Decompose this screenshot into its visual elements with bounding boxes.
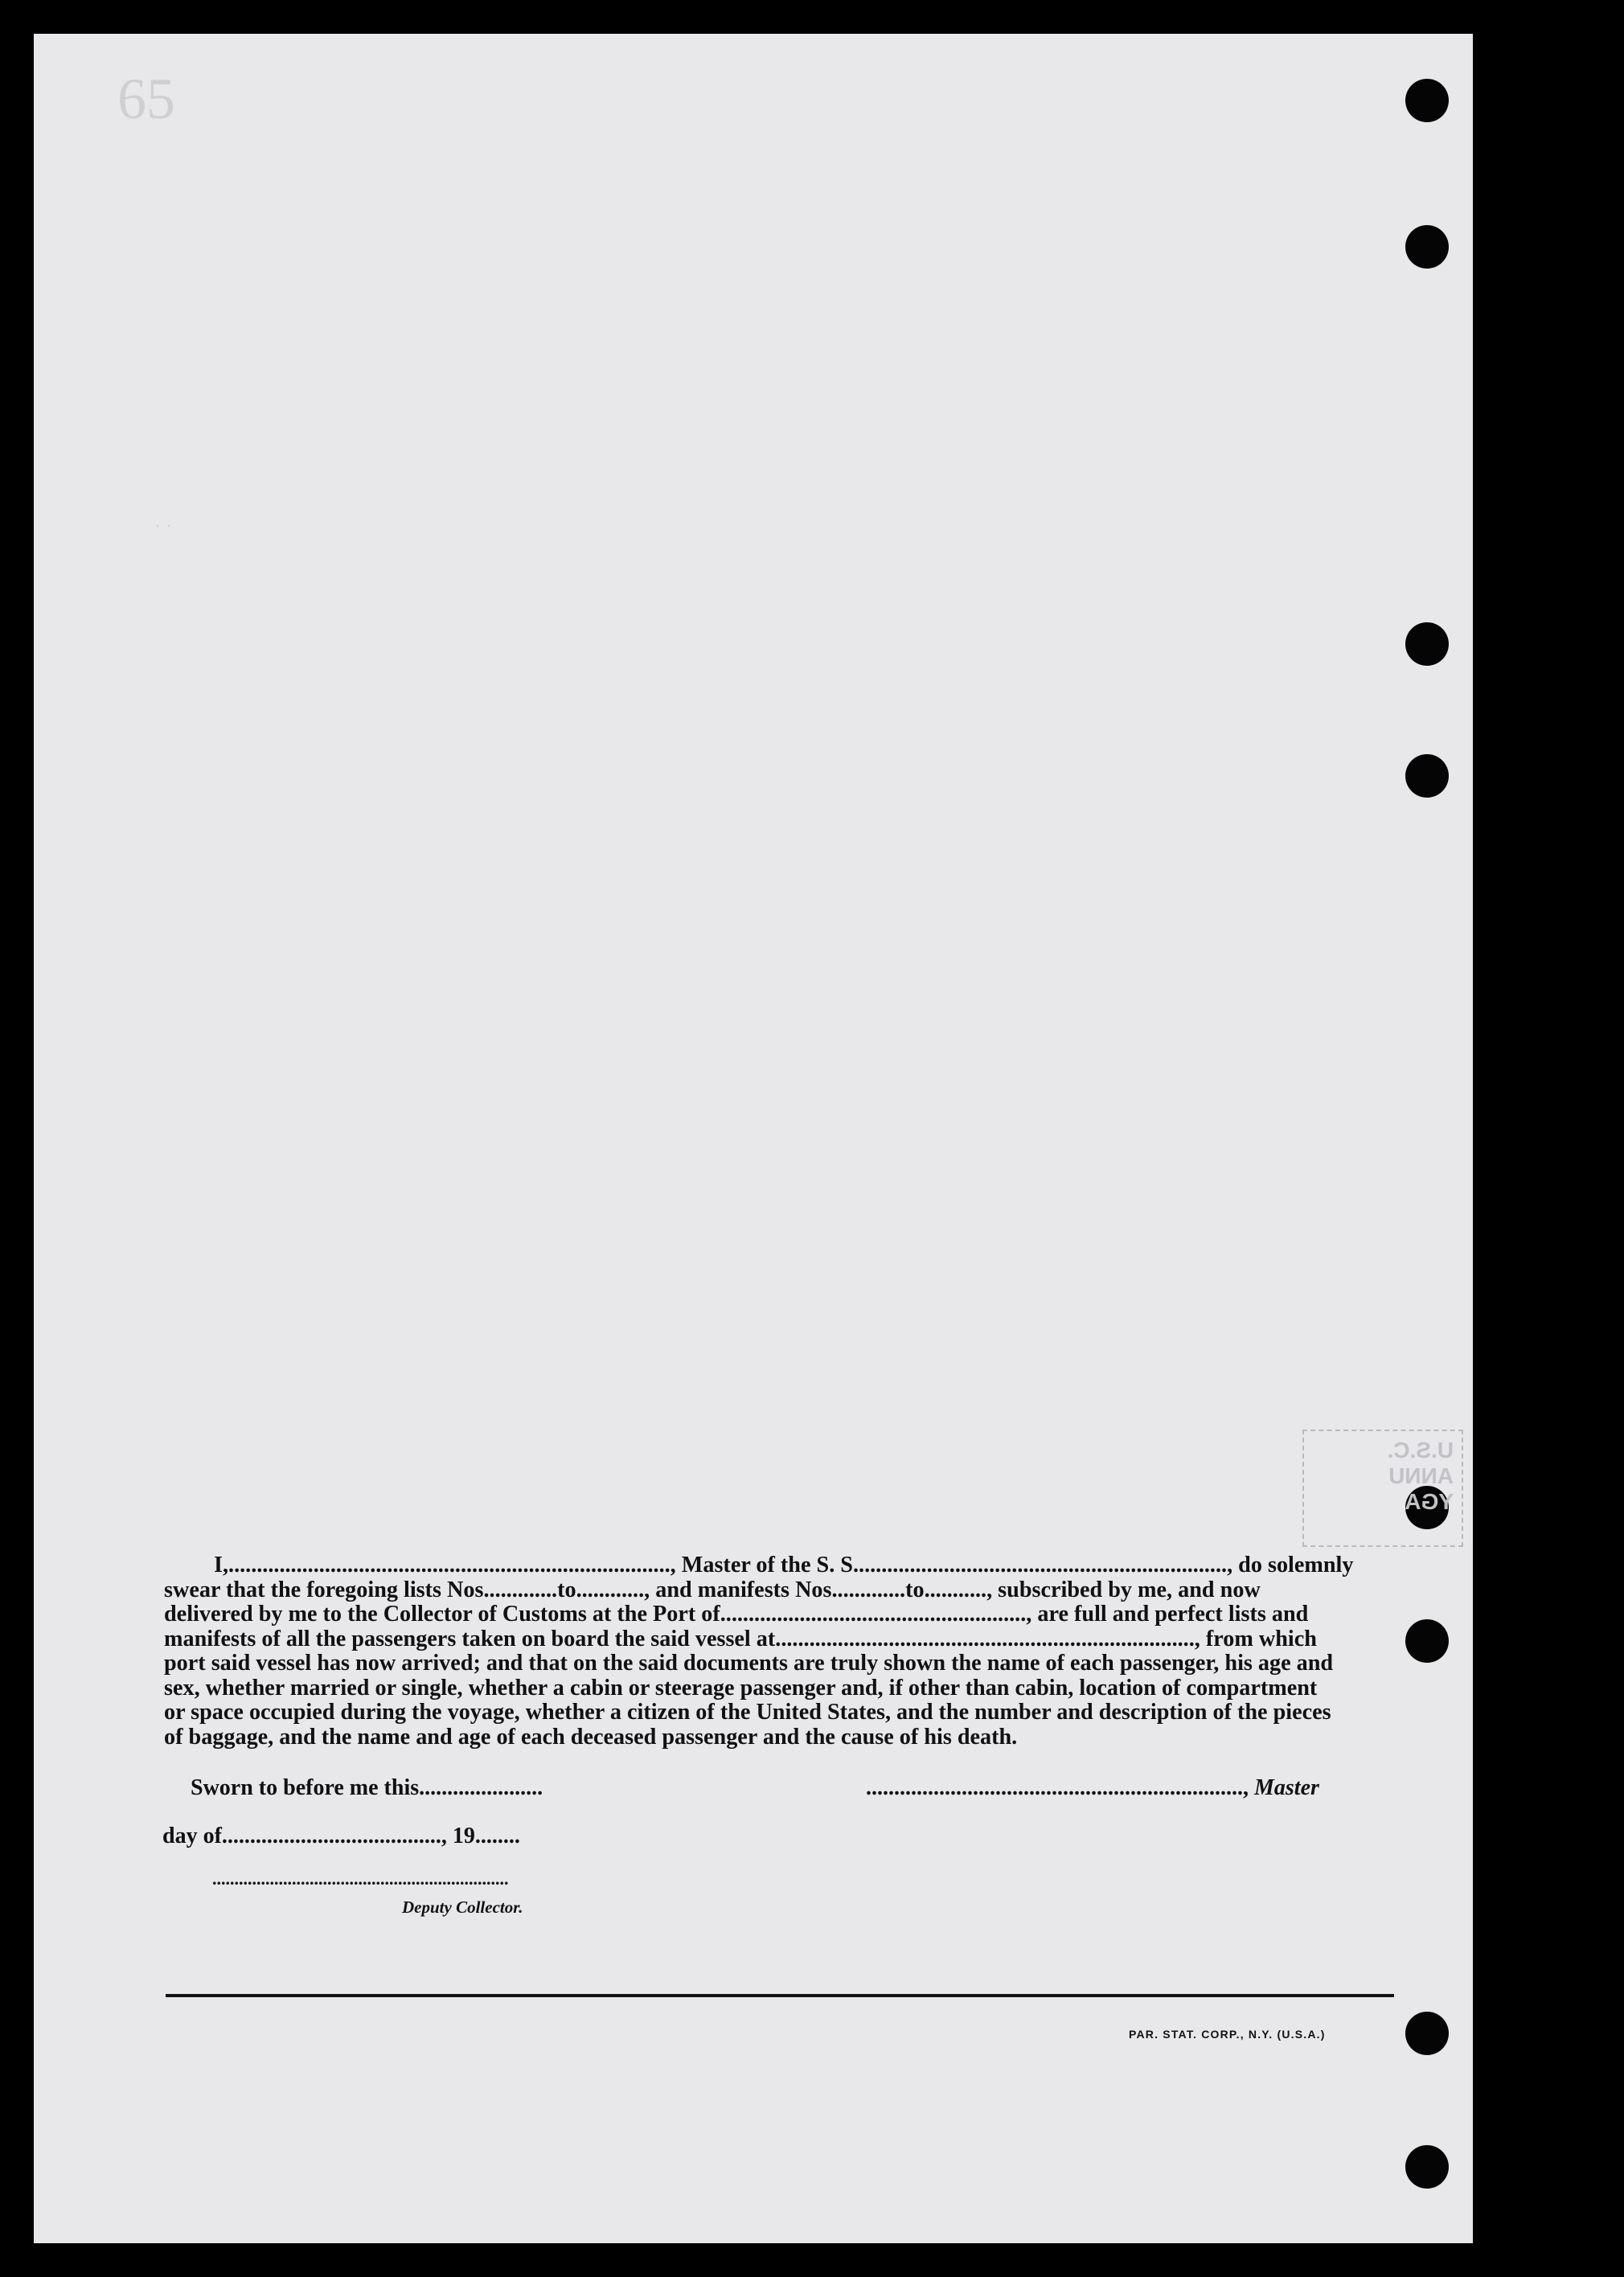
punch-hole bbox=[1405, 2012, 1449, 2055]
oath-line: I,.............................................................................., Master of the S. S.................................................................., do solemnly bbox=[214, 1553, 1354, 1577]
oath-line: swear that the foregoing lists Nos.............to............, and manifests Nos.............to..........., subscribed by me, and now bbox=[164, 1577, 1261, 1602]
master-signature-dots: ..................................................................., bbox=[866, 1775, 1249, 1800]
bleed-through-number: 65 bbox=[117, 67, 175, 131]
stamp-line: ANNU bbox=[1388, 1463, 1454, 1488]
day-of-line: day of......................................., 19........ bbox=[162, 1824, 520, 1848]
master-signature-line bbox=[866, 1775, 1319, 1801]
printer-imprint: PAR. STAT. CORP., N.Y. (U.S.A.) bbox=[1129, 2028, 1326, 2041]
punch-hole bbox=[1405, 1619, 1449, 1663]
faint-customs-stamp bbox=[1302, 1430, 1463, 1547]
stamp-line: YGA bbox=[1405, 1489, 1454, 1514]
punch-hole bbox=[1405, 79, 1449, 122]
bleed-through-mark bbox=[117, 66, 175, 133]
oath-line: or space occupied during the voyage, whether a citizen of the United States, and the number and description of the pieces bbox=[164, 1700, 1331, 1725]
deputy-signature-dots: ................................................................... bbox=[212, 1869, 509, 1889]
punch-hole bbox=[1405, 2145, 1449, 2189]
oath-line: manifests of all the passengers taken on board the said vessel at.........................................................................., from which bbox=[164, 1626, 1317, 1651]
oath-line: delivered by me to the Collector of Customs at the Port of......................................................, are full and perfect lists and bbox=[164, 1602, 1309, 1627]
stamp-line: U.S.C. bbox=[1387, 1438, 1454, 1463]
manifest-page bbox=[34, 34, 1473, 2243]
sworn-before-line: Sworn to before me this...................... bbox=[191, 1775, 543, 1800]
master-oath-paragraph bbox=[164, 1553, 1396, 1750]
master-label: Master bbox=[1254, 1775, 1319, 1800]
oath-line: port said vessel has now arrived; and that on the said documents are truly shown the name of each passenger, his age and bbox=[164, 1651, 1334, 1676]
deputy-collector-label: Deputy Collector. bbox=[402, 1898, 523, 1917]
oath-line: sex, whether married or single, whether a cabin or steerage passenger and, if other than cabin, location of compartment bbox=[164, 1675, 1318, 1701]
faint-bleed-mark: · · bbox=[154, 516, 172, 537]
punch-hole bbox=[1405, 622, 1449, 666]
punch-hole bbox=[1405, 225, 1449, 269]
punch-hole bbox=[1405, 754, 1449, 798]
oath-line: of baggage, and the name and age of each deceased passenger and the cause of his death. bbox=[164, 1724, 1018, 1750]
bottom-rule bbox=[166, 1994, 1394, 1997]
